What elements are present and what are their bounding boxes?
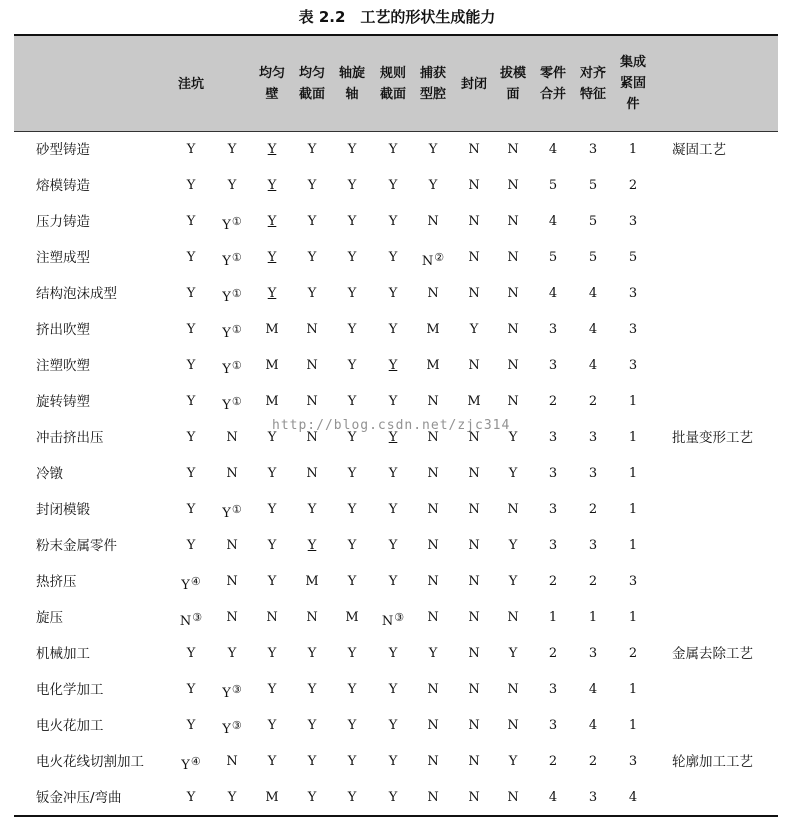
table-row <box>14 456 778 492</box>
process-name: 注塑成型 <box>36 250 90 266</box>
table-cell: Y <box>186 214 196 229</box>
table-row <box>14 384 778 420</box>
process-name: 砂型铸造 <box>36 142 90 158</box>
table-cell: 3 <box>588 646 598 661</box>
table-cell: Y <box>388 214 398 229</box>
table-cell: Y <box>307 142 317 157</box>
table-cell: Y <box>267 142 277 157</box>
table-cell: Y <box>267 682 277 697</box>
table-cell: Y <box>388 142 398 157</box>
table-cell: N <box>306 394 318 409</box>
table-cell: N <box>226 610 238 625</box>
table-cell: N <box>427 610 439 625</box>
table-row <box>14 204 778 240</box>
table-cell: N <box>427 214 439 229</box>
table-cell: 2 <box>628 178 638 193</box>
table-cell: 1 <box>628 718 638 733</box>
table-cell: Y <box>347 178 357 193</box>
table-cell: Y <box>388 250 398 265</box>
table-row <box>14 636 778 672</box>
table-cell: Y <box>267 430 277 445</box>
table-cell: M <box>265 790 279 805</box>
table-row <box>14 276 778 312</box>
table-cell: Y <box>388 394 398 409</box>
table-cell: Y <box>388 466 398 481</box>
process-name: 电火花线切割加工 <box>36 754 144 770</box>
table-cell: 1 <box>628 394 638 409</box>
table-cell: N <box>507 286 519 301</box>
table-cell: N <box>468 646 480 661</box>
table-cell: 3 <box>588 142 598 157</box>
table-cell: N <box>468 142 480 157</box>
table-cell: Y <box>347 574 357 589</box>
table-cell: M <box>305 574 319 589</box>
table-row <box>14 708 778 744</box>
table-cell: N <box>306 322 318 337</box>
table-cell: 5 <box>548 178 558 193</box>
table-cell: Y <box>267 718 277 733</box>
table-cell: Y <box>267 574 277 589</box>
table-cell: Y <box>307 790 317 805</box>
table-cell: Y <box>186 142 196 157</box>
column-header: 集成 紧固 件 <box>619 55 646 112</box>
table-cell: Y <box>388 178 398 193</box>
table-cell: Y <box>508 754 518 769</box>
column-header: 零件 合并 <box>539 66 566 102</box>
table-cell: Y <box>508 538 518 553</box>
table-cell: N <box>468 430 480 445</box>
table-cell: 1 <box>628 502 638 517</box>
table-cell: N <box>306 358 318 373</box>
table-row <box>14 780 778 816</box>
table-cell: Y <box>469 322 479 337</box>
table-cell: Y <box>388 682 398 697</box>
table-cell: 1 <box>628 538 638 553</box>
table-cell: N <box>427 394 439 409</box>
process-name: 热挤压 <box>36 574 77 590</box>
table-cell: 1 <box>628 142 638 157</box>
table-cell: 5 <box>588 178 598 193</box>
table-cell: N <box>468 790 480 805</box>
table-cell: Y③ <box>222 683 242 701</box>
column-header: 捕获 型腔 <box>419 66 446 102</box>
table-cell: N <box>468 718 480 733</box>
table-cell: N <box>226 754 238 769</box>
table-row <box>14 420 778 456</box>
table-cell: N <box>468 682 480 697</box>
table-cell: Y <box>388 538 398 553</box>
table-cell: Y <box>347 142 357 157</box>
table-cell: N <box>226 466 238 481</box>
column-header: 均匀 壁 <box>258 66 285 102</box>
table-cell: Y <box>347 682 357 697</box>
table-cell: Y <box>186 682 196 697</box>
column-header: 洼坑 <box>177 77 204 92</box>
table-cell: Y <box>186 178 196 193</box>
table-cell: Y <box>347 250 357 265</box>
table-cell: 3 <box>548 682 558 697</box>
table-cell: M <box>265 322 279 337</box>
table-cell: Y④ <box>181 575 201 593</box>
table-cell: N <box>507 250 519 265</box>
table-cell: Y④ <box>181 755 201 773</box>
process-group-label: 轮廓加工工艺 <box>672 754 753 770</box>
table-cell: N <box>507 142 519 157</box>
process-name: 钣金冲压/弯曲 <box>36 790 122 806</box>
table-cell: Y③ <box>222 719 242 737</box>
process-group-label: 凝固工艺 <box>672 142 726 158</box>
table-cell: M <box>426 358 440 373</box>
table-cell: Y① <box>222 395 242 413</box>
process-name: 电化学加工 <box>36 682 104 698</box>
table-cell: 1 <box>628 430 638 445</box>
table-cell: N <box>468 178 480 193</box>
process-name: 熔模铸造 <box>36 178 90 194</box>
table-cell: Y <box>388 286 398 301</box>
process-name: 冲击挤出压 <box>36 430 104 446</box>
table-cell: Y① <box>222 323 242 341</box>
table-cell: M <box>426 322 440 337</box>
table-cell: Y <box>307 646 317 661</box>
table-cell: Y <box>186 358 196 373</box>
column-header: 均匀 截面 <box>298 66 325 102</box>
table-cell: N <box>507 718 519 733</box>
process-name: 结构泡沫成型 <box>36 286 117 302</box>
table-cell: 3 <box>548 358 558 373</box>
table-cell: Y <box>186 430 196 445</box>
table-cell: Y <box>227 142 237 157</box>
column-header: 规则 截面 <box>379 66 406 102</box>
table-cell: N <box>468 502 480 517</box>
table-cell: Y <box>307 754 317 769</box>
table-cell: N <box>507 502 519 517</box>
table-row <box>14 240 778 276</box>
table-cell: Y <box>388 322 398 337</box>
table-cell: 2 <box>588 754 598 769</box>
table-cell: Y <box>267 502 277 517</box>
table-cell: N③ <box>381 611 405 629</box>
table-cell: 2 <box>628 646 638 661</box>
table-cell: 3 <box>548 538 558 553</box>
table-cell: Y <box>186 322 196 337</box>
process-group-label: 金属去除工艺 <box>672 646 753 662</box>
table-row <box>14 528 778 564</box>
table-cell: Y <box>388 790 398 805</box>
table-cell: Y <box>267 646 277 661</box>
table-cell: 3 <box>628 214 638 229</box>
process-group-label: 批量变形工艺 <box>672 430 753 446</box>
table-cell: Y <box>347 322 357 337</box>
table-cell: N <box>468 358 480 373</box>
table-cell: 3 <box>628 322 638 337</box>
table-cell: 2 <box>588 394 598 409</box>
table-cell: N <box>226 538 238 553</box>
process-name: 注塑吹塑 <box>36 358 90 374</box>
table-cell: 3 <box>628 574 638 589</box>
table-cell: 4 <box>588 322 598 337</box>
table-row <box>14 672 778 708</box>
table-cell: Y <box>267 286 277 301</box>
table-cell: N <box>507 790 519 805</box>
table-cell: Y <box>388 358 398 373</box>
table-cell: Y <box>508 466 518 481</box>
table-cell: Y <box>347 466 357 481</box>
process-name: 粉末金属零件 <box>36 538 117 554</box>
table-cell: 3 <box>628 358 638 373</box>
table-cell: 4 <box>548 286 558 301</box>
table-cell: 3 <box>588 430 598 445</box>
table-cell: N <box>226 430 238 445</box>
watermark-text: http://blog.csdn.net/zjc314 <box>272 418 511 433</box>
column-header: 对齐 特征 <box>579 66 606 102</box>
table-cell: N③ <box>179 611 203 629</box>
table-cell: Y <box>307 502 317 517</box>
table-cell: 4 <box>588 286 598 301</box>
table-cell: N <box>507 358 519 373</box>
process-name: 旋转铸塑 <box>36 394 90 410</box>
table-cell: Y <box>307 214 317 229</box>
table-cell: N② <box>421 251 445 269</box>
table-cell: 4 <box>588 718 598 733</box>
table-row <box>14 564 778 600</box>
table-cell: 4 <box>548 790 558 805</box>
table-cell: Y <box>347 538 357 553</box>
table-cell: Y <box>267 538 277 553</box>
table-cell: Y① <box>222 359 242 377</box>
table-cell: 5 <box>548 250 558 265</box>
table-cell: 4 <box>588 682 598 697</box>
table-cell: N <box>468 214 480 229</box>
table-row <box>14 600 778 636</box>
table-cell: Y <box>267 466 277 481</box>
table-cell: Y <box>227 646 237 661</box>
table-cell: Y <box>267 754 277 769</box>
process-name: 挤出吹塑 <box>36 322 90 338</box>
table-cell: Y <box>347 214 357 229</box>
table-cell: N <box>427 538 439 553</box>
table-cell: 3 <box>548 322 558 337</box>
table-cell: Y <box>186 286 196 301</box>
table-cell: 5 <box>588 250 598 265</box>
table-cell: Y <box>186 502 196 517</box>
process-name: 封闭模锻 <box>36 502 90 518</box>
table-cell: Y <box>267 214 277 229</box>
table-cell: Y <box>267 250 277 265</box>
table-cell: Y <box>428 142 438 157</box>
table-cell: Y <box>186 466 196 481</box>
table-row <box>14 132 778 168</box>
table-cell: Y <box>388 646 398 661</box>
table-cell: 4 <box>548 142 558 157</box>
table-cell: 1 <box>548 610 558 625</box>
table-cell: Y <box>347 790 357 805</box>
table-cell: N <box>507 322 519 337</box>
table-cell: N <box>468 250 480 265</box>
table-cell: Y <box>508 430 518 445</box>
table-cell: Y <box>307 718 317 733</box>
table-cell: M <box>265 358 279 373</box>
table-row <box>14 348 778 384</box>
table-cell: N <box>507 178 519 193</box>
table-cell: Y <box>508 646 518 661</box>
column-header: 轴旋 轴 <box>338 66 365 102</box>
table-cell: Y <box>186 790 196 805</box>
table-cell: Y <box>186 250 196 265</box>
table-cell: Y <box>227 178 237 193</box>
table-cell: Y <box>186 394 196 409</box>
table-cell: Y <box>388 754 398 769</box>
table-cell: 3 <box>548 466 558 481</box>
table-cell: 4 <box>548 214 558 229</box>
table-cell: Y <box>388 718 398 733</box>
table-cell: N <box>427 754 439 769</box>
table-cell: N <box>427 502 439 517</box>
table-cell: Y <box>347 502 357 517</box>
table-cell: N <box>507 394 519 409</box>
table-cell: 4 <box>628 790 638 805</box>
table-cell: M <box>265 394 279 409</box>
table-cell: Y <box>347 646 357 661</box>
table-cell: Y <box>307 250 317 265</box>
table-cell: Y <box>347 430 357 445</box>
process-name: 旋压 <box>36 610 63 626</box>
process-name: 电火花加工 <box>36 718 104 734</box>
table-cell: 3 <box>628 286 638 301</box>
table-cell: N <box>427 286 439 301</box>
table-cell: Y <box>347 358 357 373</box>
table-cell: 3 <box>588 790 598 805</box>
table-cell: Y① <box>222 215 242 233</box>
table-cell: Y <box>388 574 398 589</box>
table-cell: N <box>468 574 480 589</box>
table-row <box>14 492 778 528</box>
table-cell: Y <box>186 538 196 553</box>
table-cell: 3 <box>628 754 638 769</box>
table-cell: N <box>306 430 318 445</box>
table-cell: N <box>468 754 480 769</box>
table-cell: 1 <box>628 466 638 481</box>
table-cell: N <box>507 682 519 697</box>
table-cell: Y <box>428 178 438 193</box>
table-cell: 5 <box>628 250 638 265</box>
table-cell: 2 <box>548 394 558 409</box>
table-cell: N <box>507 214 519 229</box>
table-row <box>14 312 778 348</box>
table-cell: N <box>468 466 480 481</box>
table-cell: N <box>306 610 318 625</box>
table-cell: Y <box>307 178 317 193</box>
table-row <box>14 168 778 204</box>
table-cell: N <box>427 574 439 589</box>
table-title: 表 2.2 工艺的形状生成能力 <box>298 8 496 26</box>
table-cell: N <box>427 682 439 697</box>
table-cell: N <box>427 790 439 805</box>
table-cell: 2 <box>548 754 558 769</box>
table-cell: Y <box>347 394 357 409</box>
table-cell: N <box>427 466 439 481</box>
table-cell: 2 <box>588 574 598 589</box>
column-header: 拔模 面 <box>499 66 526 102</box>
table-cell: 2 <box>548 646 558 661</box>
table-cell: N <box>427 718 439 733</box>
table-cell: 1 <box>628 682 638 697</box>
table-cell: Y <box>307 286 317 301</box>
table-cell: Y <box>186 718 196 733</box>
table-cell: N <box>266 610 278 625</box>
table-cell: M <box>345 610 359 625</box>
table-cell: Y <box>227 790 237 805</box>
table-cell: 1 <box>588 610 598 625</box>
table-cell: Y① <box>222 251 242 269</box>
process-name: 冷镦 <box>36 466 63 482</box>
column-header: 封闭 <box>460 77 487 92</box>
table-row <box>14 744 778 780</box>
process-name: 压力铸造 <box>36 214 90 230</box>
table-cell: Y <box>388 430 398 445</box>
table-cell: N <box>468 286 480 301</box>
table-cell: Y <box>307 538 317 553</box>
table-cell: Y <box>347 754 357 769</box>
table-cell: 5 <box>588 214 598 229</box>
table-cell: N <box>306 466 318 481</box>
table-cell: Y <box>508 574 518 589</box>
table-cell: Y① <box>222 503 242 521</box>
table-cell: 2 <box>588 502 598 517</box>
table-cell: N <box>427 430 439 445</box>
process-name: 机械加工 <box>36 646 90 662</box>
table-cell: Y <box>347 286 357 301</box>
table-cell: 2 <box>548 574 558 589</box>
table-cell: Y <box>388 502 398 517</box>
table-cell: N <box>468 610 480 625</box>
table-cell: 3 <box>548 430 558 445</box>
table-cell: Y <box>267 178 277 193</box>
table-cell: Y <box>307 682 317 697</box>
table-cell: 4 <box>588 358 598 373</box>
table-cell: Y <box>347 718 357 733</box>
table-cell: N <box>226 574 238 589</box>
table-cell: Y <box>186 646 196 661</box>
table-cell: M <box>467 394 481 409</box>
table-cell: Y <box>428 646 438 661</box>
table-cell: 3 <box>588 538 598 553</box>
table-cell: 3 <box>548 718 558 733</box>
table-cell: 3 <box>548 502 558 517</box>
table-cell: Y① <box>222 287 242 305</box>
table-cell: N <box>507 610 519 625</box>
table-cell: 3 <box>588 466 598 481</box>
table-cell: 1 <box>628 610 638 625</box>
table-cell: N <box>468 538 480 553</box>
